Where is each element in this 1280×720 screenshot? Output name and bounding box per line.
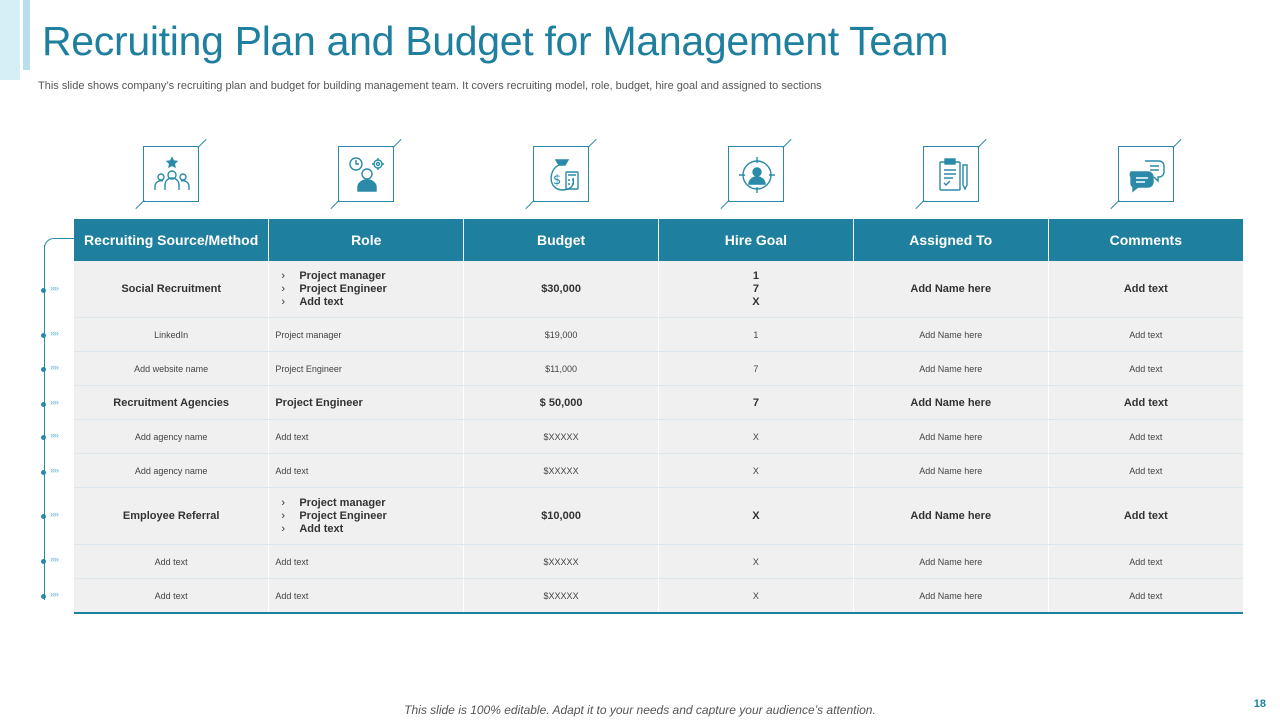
source-cell: Add text xyxy=(74,545,269,579)
money-budget-icon-box xyxy=(533,146,589,202)
money-budget-icon xyxy=(542,155,582,195)
budget-cell: $XXXXX xyxy=(464,545,659,579)
team-star-icon xyxy=(152,155,192,195)
table-row xyxy=(74,579,1243,614)
list-item: › Project Engineer xyxy=(281,282,387,295)
list-item: › Add text xyxy=(281,522,344,535)
chevrons-icon: »» xyxy=(50,430,59,440)
source-cell: Recruitment Agencies xyxy=(74,386,269,420)
column-header: Hire Goal xyxy=(658,219,853,261)
role-cell xyxy=(269,488,464,545)
timeline-marker xyxy=(41,362,71,375)
table-row xyxy=(74,420,1243,454)
list-item: › Add text xyxy=(281,295,344,308)
table-row xyxy=(74,545,1243,579)
chevron-right-icon: › xyxy=(281,522,285,535)
column-header: Assigned To xyxy=(853,219,1048,261)
chat-bubbles-icon xyxy=(1127,155,1167,195)
table-row xyxy=(74,318,1243,352)
table-row xyxy=(74,386,1243,420)
accent-bar xyxy=(0,0,20,80)
clipboard-icon xyxy=(932,155,972,195)
source-cell: Add agency name xyxy=(74,454,269,488)
list-item: › Project manager xyxy=(281,496,386,509)
timeline-marker xyxy=(41,328,71,341)
hire-goal-cell: X xyxy=(658,454,853,488)
budget-cell: $11,000 xyxy=(464,352,659,386)
source-cell: Employee Referral xyxy=(74,488,269,545)
chat-bubbles-icon-box xyxy=(1118,146,1174,202)
budget-cell: $ 50,000 xyxy=(464,386,659,420)
hire-goal-cell: 7 xyxy=(658,386,853,420)
comments-cell: Add text xyxy=(1048,318,1243,352)
source-cell: Add agency name xyxy=(74,420,269,454)
role-cell: Project Engineer xyxy=(269,386,464,420)
hire-goal-cell: X xyxy=(658,488,853,545)
assigned-cell: Add Name here xyxy=(853,488,1048,545)
comments-cell: Add text xyxy=(1048,352,1243,386)
source-cell: Add website name xyxy=(74,352,269,386)
list-item: › Project Engineer xyxy=(281,509,387,522)
chevron-right-icon: › xyxy=(281,295,285,308)
table-row xyxy=(74,352,1243,386)
row-timeline xyxy=(44,240,74,600)
chevrons-icon: »» xyxy=(50,465,59,475)
chevron-right-icon: › xyxy=(281,496,285,509)
role-cell xyxy=(269,261,464,318)
timeline-marker xyxy=(41,589,71,602)
timeline-marker xyxy=(41,430,71,443)
manager-gears-icon-box xyxy=(338,146,394,202)
hire-goal-cell: 1 xyxy=(658,318,853,352)
comments-cell: Add text xyxy=(1048,488,1243,545)
table-row xyxy=(74,488,1243,545)
hire-goal-cell: 1 7 X xyxy=(658,261,853,318)
manager-gears-icon xyxy=(347,155,387,195)
timeline-hook xyxy=(44,238,75,251)
source-cell: Social Recruitment xyxy=(74,261,269,318)
budget-cell: $XXXXX xyxy=(464,454,659,488)
target-person-icon-box xyxy=(728,146,784,202)
chevrons-icon: »» xyxy=(50,328,59,338)
role-cell: Add text xyxy=(269,454,464,488)
svg-text:$: $ xyxy=(553,173,562,188)
slide-title: Recruiting Plan and Budget for Management Team xyxy=(42,18,949,64)
accent-line xyxy=(23,0,30,70)
budget-cell: $10,000 xyxy=(464,488,659,545)
slide-subtitle: This slide shows company’s recruiting plan and budget for building management team. It covers recruiting model, role, budget, hire goal and assigned to sections xyxy=(38,80,822,92)
assigned-cell: Add Name here xyxy=(853,454,1048,488)
timeline-marker xyxy=(41,465,71,478)
chevrons-icon: »» xyxy=(50,397,59,407)
role-cell: Project Engineer xyxy=(269,352,464,386)
icons-row xyxy=(74,140,1244,215)
role-cell: Project manager xyxy=(269,318,464,352)
hire-goal-cell: 7 xyxy=(658,352,853,386)
assigned-cell: Add Name here xyxy=(853,386,1048,420)
hire-goal-cell: X xyxy=(658,579,853,614)
role-list xyxy=(275,270,457,309)
comments-cell: Add text xyxy=(1048,579,1243,614)
chevrons-icon: »» xyxy=(50,283,59,293)
clipboard-icon-box xyxy=(923,146,979,202)
budget-cell: $30,000 xyxy=(464,261,659,318)
chevrons-icon: »» xyxy=(50,589,59,599)
role-cell: Add text xyxy=(269,545,464,579)
assigned-cell: Add Name here xyxy=(853,420,1048,454)
column-header: Budget xyxy=(464,219,659,261)
comments-cell: Add text xyxy=(1048,545,1243,579)
chevron-right-icon: › xyxy=(281,269,285,282)
role-cell: Add text xyxy=(269,420,464,454)
timeline-marker xyxy=(41,554,71,567)
role-list xyxy=(275,497,457,536)
assigned-cell: Add Name here xyxy=(853,579,1048,614)
timeline-line xyxy=(44,245,45,600)
budget-cell: $XXXXX xyxy=(464,579,659,614)
hire-goal-cell: X xyxy=(658,545,853,579)
comments-cell: Add text xyxy=(1048,420,1243,454)
column-header: Role xyxy=(269,219,464,261)
assigned-cell: Add Name here xyxy=(853,261,1048,318)
column-header: Recruiting Source/Method xyxy=(74,219,269,261)
budget-cell: $19,000 xyxy=(464,318,659,352)
source-cell: LinkedIn xyxy=(74,318,269,352)
recruiting-plan-table xyxy=(74,219,1243,614)
table-header-row xyxy=(74,219,1243,261)
assigned-cell: Add Name here xyxy=(853,352,1048,386)
chevrons-icon: »» xyxy=(50,509,59,519)
table-row xyxy=(74,454,1243,488)
team-star-icon-box xyxy=(143,146,199,202)
column-header: Comments xyxy=(1048,219,1243,261)
comments-cell: Add text xyxy=(1048,386,1243,420)
chevrons-icon: »» xyxy=(50,362,59,372)
slide-footer: This slide is 100% editable. Adapt it to your needs and capture your audience’s attention. xyxy=(404,703,876,717)
chevron-right-icon: › xyxy=(281,509,285,522)
timeline-marker xyxy=(41,397,71,410)
assigned-cell: Add Name here xyxy=(853,545,1048,579)
role-cell: Add text xyxy=(269,579,464,614)
chevron-right-icon: › xyxy=(281,282,285,295)
source-cell: Add text xyxy=(74,579,269,614)
target-person-icon xyxy=(737,155,777,195)
list-item: › Project manager xyxy=(281,269,386,282)
timeline-marker xyxy=(41,509,71,522)
chevrons-icon: »» xyxy=(50,554,59,564)
timeline-marker xyxy=(41,283,71,296)
table-row xyxy=(74,261,1243,318)
budget-cell: $XXXXX xyxy=(464,420,659,454)
comments-cell: Add text xyxy=(1048,261,1243,318)
comments-cell: Add text xyxy=(1048,454,1243,488)
hire-goal-cell: X xyxy=(658,420,853,454)
assigned-cell: Add Name here xyxy=(853,318,1048,352)
page-number: 18 xyxy=(1253,698,1266,710)
